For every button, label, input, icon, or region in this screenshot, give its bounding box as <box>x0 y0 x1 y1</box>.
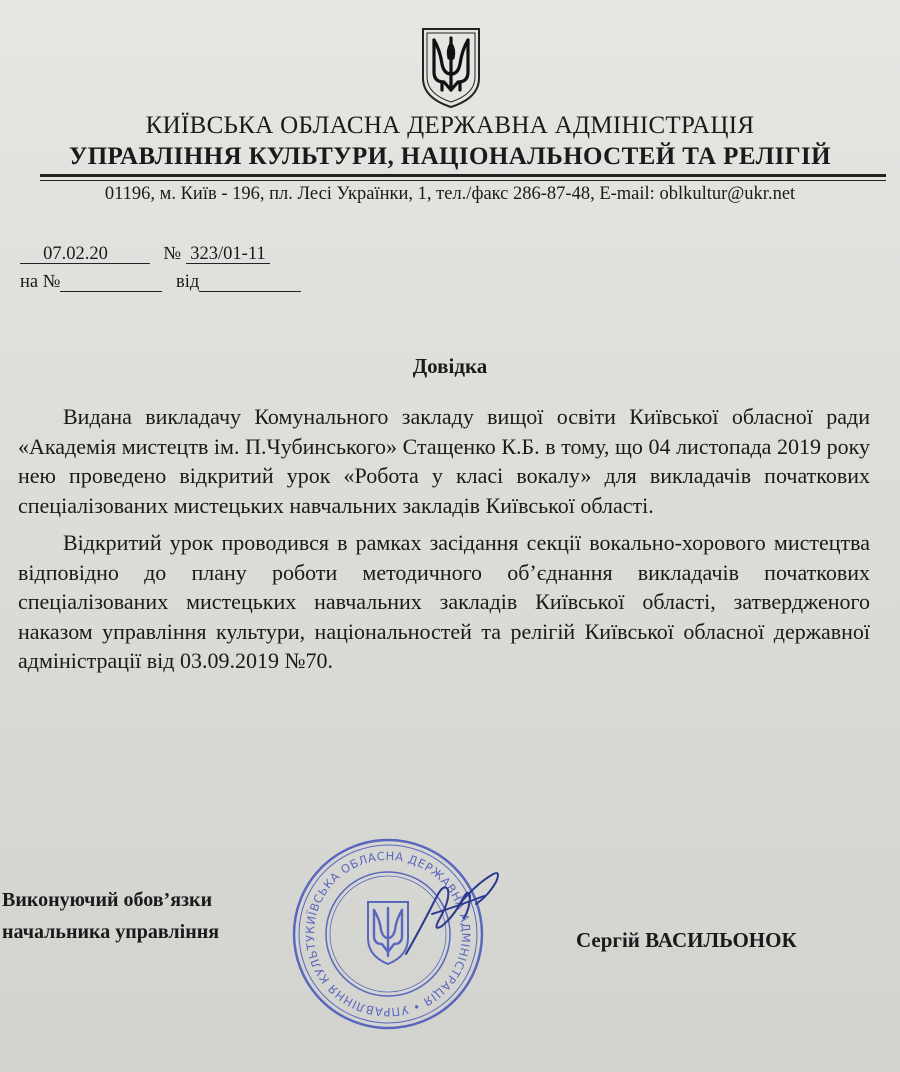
seal-ring-text: КИЇВСЬКА ОБЛАСНА ДЕРЖАВНА АДМІНІСТРАЦІЯ • УПРАВЛІННЯ КУЛЬТУ <box>302 848 474 1020</box>
body-paragraph: Відкритий урок проводився в рамках засідання секції вокально-хорового мистецтва відповідно до плану роботи методичного об’єднання викладачів початкових спеціалізованих мистецьких навчальних закладів Київської області, затвердженого наказом управління культури, національностей та релігій Київської обласної державної адміністрації від 03.09.2019 №70. <box>18 530 870 673</box>
reply-reference-line <box>20 272 301 293</box>
handwritten-signature-icon <box>392 856 512 966</box>
registration-line <box>20 244 270 265</box>
trident-emblem-icon <box>420 26 482 110</box>
reply-to-number-blank <box>60 273 162 292</box>
outgoing-number: 323/01-11 <box>186 245 271 264</box>
letterhead-rule-thin <box>40 180 886 181</box>
signer-name: Сергій ВАСИЛЬОНОК <box>576 928 797 952</box>
letterhead-rule-thick <box>40 174 886 177</box>
document-title: Довідка <box>412 354 488 378</box>
signer-position <box>2 884 219 948</box>
outgoing-date: 07.02.20 <box>20 245 150 264</box>
department-title: УПРАВЛІННЯ КУЛЬТУРИ, НАЦІОНАЛЬНОСТЕЙ ТА РЕЛІГІЙ <box>68 143 832 170</box>
document-body <box>18 402 870 684</box>
number-label: № <box>163 244 182 264</box>
organization-title: КИЇВСЬКА ОБЛАСНА ДЕРЖАВНА АДМІНІСТРАЦІЯ <box>145 112 755 139</box>
from-date-blank <box>199 273 301 292</box>
reply-to-label: на № <box>20 272 61 292</box>
body-paragraph: Видана викладачу Комунального закладу вищої освіти Київської обласної ради «Академія мистецтв ім. П.Чубинського» Стащенко К.Б. в тому, що 04 листопада 2019 року нею проведено відкритий урок «Робота у класі вокалу» для викладачів початкових спеціалізованих мистецьких навчальних закладів Київської області. <box>18 404 870 518</box>
signer-position-line: Виконуючий обов’язки <box>2 889 213 911</box>
letterhead-address: 01196, м. Київ - 196, пл. Лесі Українки, 1, тел./факс 286-87-48, E-mail: oblkultur@ukr.net <box>104 184 796 204</box>
signer-position-line: начальника управління <box>2 921 220 943</box>
from-label: від <box>176 272 200 292</box>
